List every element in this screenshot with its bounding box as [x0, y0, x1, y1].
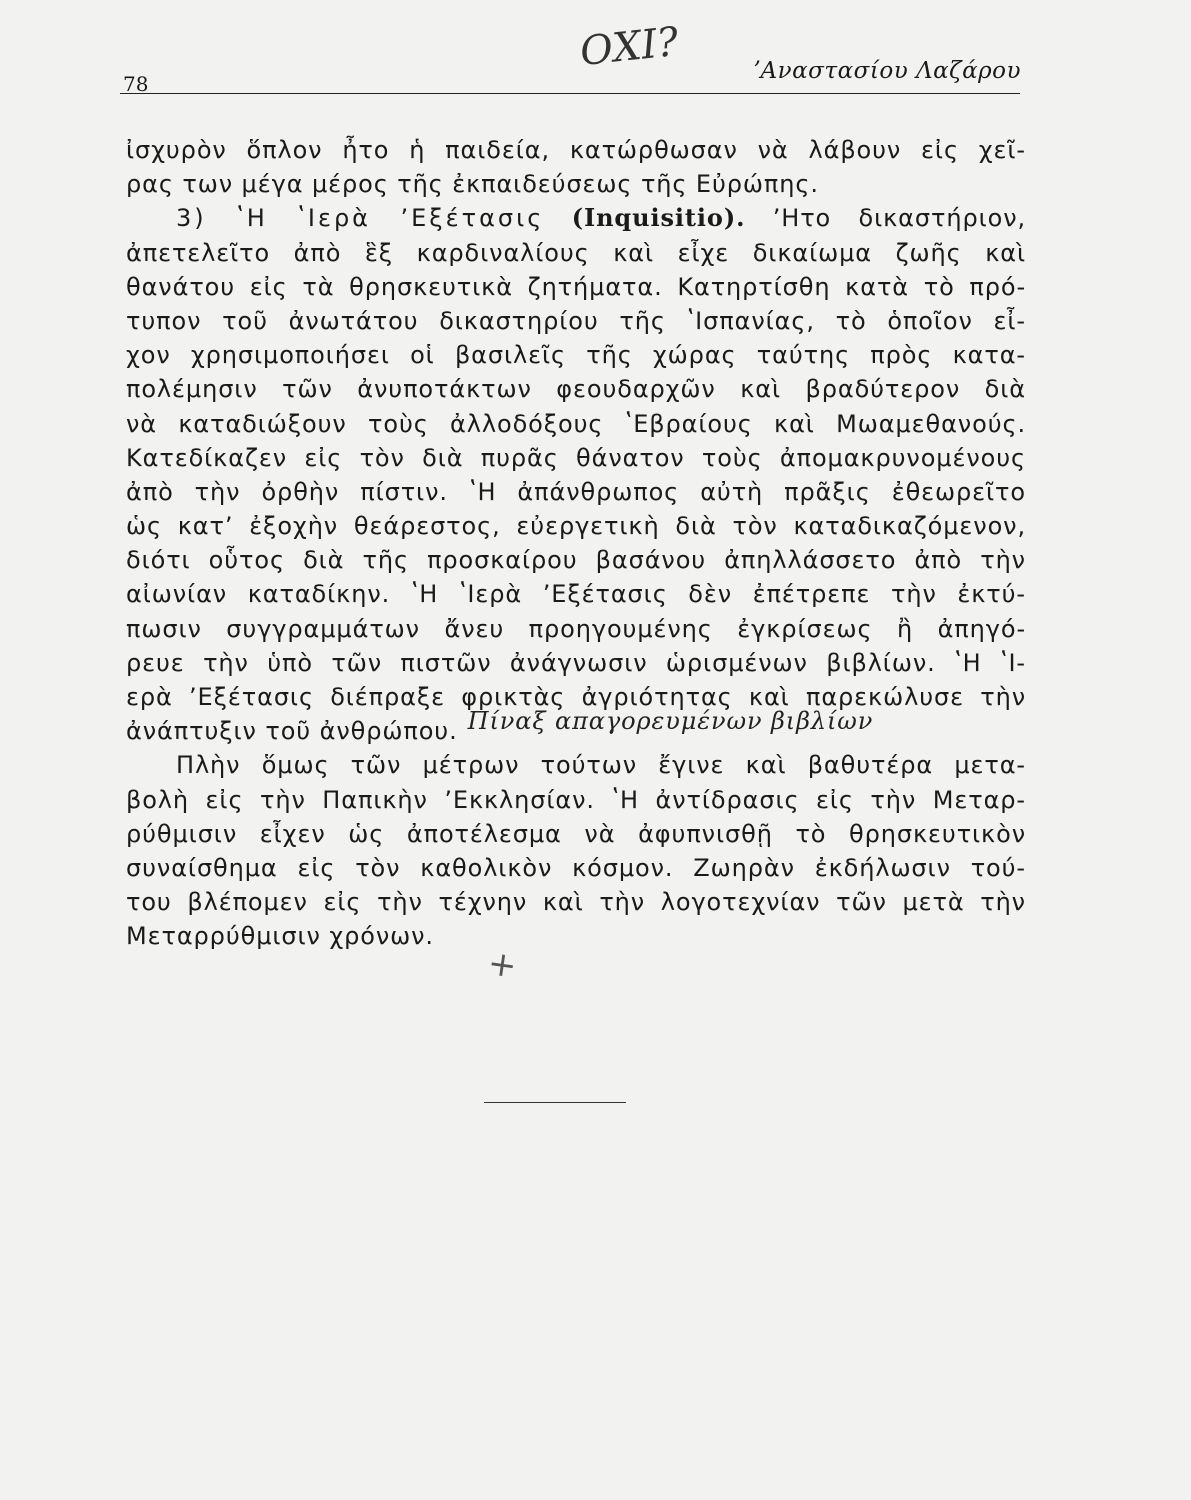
text-line: χον χρησιμοποιήσει οἱ βασιλεῖς τῆς χώρας ταύτης πρὸς κατα- — [126, 341, 1026, 370]
text-line-with-note — [126, 707, 1026, 748]
text-line: ρας των μέγα μέρος τῆς ἐκπαιδεύσεως τῆς Εὐρώπης. — [126, 170, 819, 199]
text-line: Κατεδίκαζεν εἰς τὸν διὰ πυρᾶς θάνατον τοὺς ἀπομακρυνομένους — [126, 443, 1026, 472]
text-line: ἰσχυρὸν ὅπλον ἦτο ἡ παιδεία, κατώρθωσαν νὰ λάβουν εἰς χεῖ- — [126, 136, 1026, 164]
section-heading: 3) ʽΗ ʽΙερὰ ʼΕξέτασις — [176, 204, 545, 233]
pencil-mark: + — [485, 943, 520, 987]
end-rule — [484, 1102, 626, 1103]
section-heading-line — [126, 201, 1026, 235]
text-line: Μεταρρύθμισιν χρόνων. — [126, 922, 434, 951]
text-line: νὰ καταδιώξουν τοὺς ἀλλοδόξους ʽΕβραίους καὶ Μωαμεθανούς. — [126, 409, 1026, 438]
running-head-author: ʼΑναστασίου Λαζάρου — [752, 58, 1021, 84]
page-number: 78 — [123, 72, 149, 96]
text-line: ερὰ ʼΕξέτασις διέπραξε φρικτὰς ἀγριότητας καὶ παρεκώλυσε τὴν — [126, 683, 1026, 711]
text-fragment: ʼΗτο δικαστήριον, — [772, 204, 1027, 233]
text-line: βολὴ εἰς τὴν Παπικὴν ʼΕκκλησίαν. ʽΗ ἀντίδρασις εἰς τὴν Μεταρ- — [126, 785, 1026, 814]
text-line: θανάτου εἰς τὰ θρησκευτικὰ ζητήματα. Κατηρτίσθη κατὰ τὸ πρό- — [126, 272, 1026, 301]
text-line: του βλέπομεν εἰς τὴν τέχνην καὶ τὴν λογοτεχνίαν τῶν μετὰ τὴν — [126, 888, 1026, 917]
text-fragment: ἀνάπτυξιν τοῦ ἀνθρώπου. — [126, 717, 458, 746]
text-line: ἀπετελεῖτο ἀπὸ ἓξ καρδιναλίους καὶ εἶχε δικαίωμα ζωῆς καὶ — [126, 238, 1026, 267]
text-line: ἀπὸ τὴν ὀρθὴν πίστιν. ʽΗ ἀπάνθρωπος αὐτὴ πρᾶξις ἐθεωρεῖτο — [126, 477, 1026, 506]
latin-term: (Inquisitio). — [571, 203, 746, 233]
text-line: συναίσθημα εἰς τὸν καθολικὸν κόσμον. Ζωηρὰν ἐκδήλωσιν τού- — [126, 853, 1026, 882]
text-line: διότι οὗτος διὰ τῆς προσκαίρου βασάνου ἀπηλλάσσετο ἀπὸ τὴν — [126, 546, 1026, 575]
handwritten-note: Πίναξ απαγορευμένων βιβλίων — [467, 707, 874, 736]
text-line: τυπον τοῦ ἀνωτάτου δικαστηρίου τῆς ʽΙσπανίας, τὸ ὁποῖον εἶ- — [126, 306, 1026, 335]
body-text — [126, 133, 1026, 954]
header-rule — [120, 93, 1020, 94]
paragraph-first-line: Πλὴν ὅμως τῶν μέτρων τούτων ἔγινε καὶ βαθυτέρα μετα- — [176, 751, 1026, 780]
text-line: ρύθμισιν εἶχεν ὡς ἀποτέλεσμα νὰ ἀφυπνισθῇ τὸ θρησκευτικὸν — [126, 819, 1026, 848]
text-line: ρευε τὴν ὑπὸ τῶν πιστῶν ἀνάγνωσιν ὡρισμένων βιβλίων. ʽΗ ʽΙ- — [126, 648, 1026, 677]
text-line: πωσιν συγγραμμάτων ἄνευ προηγουμένης ἐγκρίσεως ἢ ἀπηγό- — [126, 614, 1026, 643]
text-line: αἰωνίαν καταδίκην. ʽΗ ʽΙερὰ ʼΕξέτασις δὲν ἐπέτρεπε τὴν ἐκτύ- — [126, 580, 1026, 609]
handwritten-annotation-top: ΟΧΙ? — [577, 18, 681, 76]
text-line: πολέμησιν τῶν ἀνυποτάκτων φεουδαρχῶν καὶ βραδύτερον διὰ — [126, 375, 1026, 404]
text-line: ὡς κατʼ ἐξοχὴν θεάρεστος, εὐεργετικὴ διὰ τὸν καταδικαζόμενον, — [126, 512, 1026, 541]
